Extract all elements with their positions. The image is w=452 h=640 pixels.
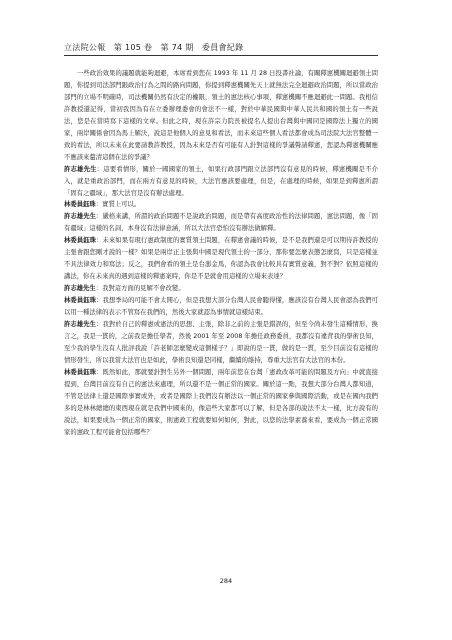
speech-text: 實質上可以。 bbox=[102, 201, 141, 209]
speaker-name: 許志雄先生 bbox=[64, 285, 96, 293]
dialogue-turn: 許志雄先生：我對這方面的見解不會改變。 bbox=[64, 285, 185, 293]
intro-paragraph: 一些政治效果的議題就能夠迴避，本席看到您在 1993 年 11 月 28 日投書社論，有關釋憲機關迴避領土問題，你提到司法部門跟政治行為之間的路向問題，你提到釋憲機關先天上就無法完全迴避政治問題，所以當政治部門的立場不明確時，司法機關仍然有決定的權限，領土的憲法核心事項，釋憲機關不應迴避此一問題。我相信許教授還記得，當初我因為有在立委辦理委會的會法不一樣，對於中華民國與中華人民共和國的領土有一些說法，您是在當時寫下這樣的文章。但此之時，現在許宗力院長被提名人提出台灣與中國同是國際法上獨立的國家，兩岸關係會因為馬上解決，說這是他個人的意見和看法，而未來這些個人看法都會成為司法院大法官整體一致的看法，所以未來在此要請教許教授，因為未來是否有可能有人針對這樣的爭議聲請釋憲，您認為釋憲機關應不應該來釐清這個在法的爭議？ bbox=[64, 70, 378, 161]
speech-text: 嚴格來講，所謂的政治問題不是說政治問題，而是帶有高度政治性的法律問題，憲法問題，像「固有疆域」這樣的名詞，本身沒有法律意涵，所以大法官恐怕沒有辦法做解釋。 bbox=[64, 213, 378, 233]
speaker-name: 林委員鈺珠 bbox=[64, 237, 97, 245]
dialogue-turn: 林委員鈺珠：實質上可以。 bbox=[64, 201, 141, 209]
transcript-body bbox=[64, 68, 378, 439]
speaker-name: 林委員鈺珠 bbox=[64, 297, 97, 305]
speaker-name: 許志雄先生 bbox=[64, 213, 97, 221]
dialogue-turn: 林委員鈺珠：既然如此，那就要針對生另外一個問題，兩年前您在台灣「憲政改革可能的問題及方向」中就直接提到，台灣目前沒有自己的憲法來處理，所以還不是一個正常的國家。關於這一點，我想大部分台灣人都知道，不管是法律上還是國際事實或外，或者是國際上我們沒有辦法以一個正常的國家參與國際活動，或是在國內我們多的是林林總總的東西現在就是我們中國來的，像這些大家都可以了解，但是各部的說法不太一樣，比方說有的說法，如果要成為一個正常的國家，則憲政工程就要如何如何，對此，以您的法學素養來看，要成為一個正常國家的憲政工程可能會包括哪些？ bbox=[64, 368, 378, 436]
dialogue-turn: 許志雄先生：我對於自己的釋憲或憲法的思想、主張，除非之前的主張是錯誤的，但至今尚未發生這種情形，換言之，我是一貫的，之前我是擔任學者，然後 2001 年至 2008 年擔任政務委員，我都沒有違背我的學術良知，至少我的學生沒有人批評我說「許老師怎麼變成這個樣子？」即說的是一貫，做的是一貫，至少目前沒有這樣的情形發生，所以我當大法官也是如此，學術良知還是同樣，繼續的維持，尊重大法官有大法官的本份。 bbox=[64, 321, 378, 364]
page-number: 284 bbox=[219, 577, 233, 585]
speaker-name: 許志雄先生 bbox=[64, 321, 97, 329]
speech-text: 我想季局的可能不會太開心，但是我想大部分台灣人民會聽得懂，應該沒有台灣人民會認為我們可以用一種法律的表示不管寫在我們的，然後大家就認為事情就這樣結束。 bbox=[64, 297, 378, 317]
dialogue-turn: 許志雄先生：嚴格來講，所謂的政治問題不是說政治問題，而是帶有高度政治性的法律問題，憲法問題，像「固有疆域」這樣的名詞，本身沒有法律意涵，所以大法官恐怕沒有辦法做解釋。 bbox=[64, 213, 378, 233]
speaker-name: 林委員鈺珠 bbox=[64, 368, 97, 376]
speech-text: 我對這方面的見解不會改變。 bbox=[102, 285, 185, 293]
dialogue-turn: 林委員鈺珠：我想季局的可能不會太開心，但是我想大部分台灣人民會聽得懂，應該沒有台灣人民會認為我們可以用一種法律的表示不管寫在我們的，然後大家就認為事情就這樣結束。 bbox=[64, 297, 378, 317]
speaker-name: 許志雄先生 bbox=[64, 165, 97, 173]
dialogue-turn: 林委員鈺珠：未來如果有現行憲政制度的實質領土問題，在釋憲會議的時候，是不是我們還是可以期待許教授的主張會跟您剛才說的一樣？如果是兩岸正主張與中國是現代領土的一部分，那你要怎麼表態怎麼寫，只是這樣並不具法律效力和寫法；反之，我們會看的領土是台澎金馬，你認為我會比較具有實質意義，對不對？依照這樣的講法，你在未來真的遇到這樣的釋憲案時，你是不是就會用這樣的立場來表達？ bbox=[64, 237, 378, 281]
gazette-header: 立法院公報 第 105 卷 第 74 期 委員會紀錄 bbox=[64, 43, 244, 52]
dialogue-turn: 許志雄先生：這要看情形，關於一國國家的領土，如果行政部門跟立法部門沒有意見的時候，釋憲機關是不介入，就是重政治部門，而在兩方有意見的時候，大法官應該要處理，但是，在處理的時候，如果是到釋憲所謂「固有之疆域」，那大法官是沒有辦法處理。 bbox=[64, 165, 378, 197]
speaker-name: 林委員鈺珠 bbox=[64, 201, 96, 209]
speech-text: 這要看情形，關於一國國家的領土，如果行政部門跟立法部門沒有意見的時候，釋憲機關是不介入，就是重政治部門，而在兩方有意見的時候，大法官應該要處理，但是，在處理的時候，如果是到釋憲所謂「固有之疆域」，那大法官是沒有辦法處理。 bbox=[64, 165, 378, 197]
header-rule bbox=[64, 55, 378, 56]
speech-text: 既然如此，那就要針對生另外一個問題，兩年前您在台灣「憲政改革可能的問題及方向」中就直接提到，台灣目前沒有自己的憲法來處理，所以還不是一個正常的國家。關於這一點，我想大部分台灣人都知道，不管是法律上還是國際事實或外，或者是國際上我們沒有辦法以一個正常的國家參與國際活動，或是在國內我們多的是林林總總的東西現在就是我們中國來的，像這些大家都可以了解，但是各部的說法不太一樣，比方說有的說法，如果要成為一個正常的國家，則憲政工程就要如何如何，對此，以您的法學素養來看，要成為一個正常國家的憲政工程可能會包括哪些？ bbox=[64, 368, 378, 436]
speech-text: 未來如果有現行憲政制度的實質領土問題，在釋憲會議的時候，是不是我們還是可以期待許教授的主張會跟您剛才說的一樣？如果是兩岸正主張與中國是現代領土的一部分，那你要怎麼表態怎麼寫，只是這樣並不具法律效力和寫法；反之，我們會看的領土是台澎金馬，你認為我會比較具有實質意義，對不對？依照這樣的講法，你在未來真的遇到這樣的釋憲案時，你是不是就會用這樣的立場來表達？ bbox=[64, 237, 378, 281]
speech-text: 我對於自己的釋憲或憲法的思想、主張，除非之前的主張是錯誤的，但至今尚未發生這種情形，換言之，我是一貫的，之前我是擔任學者，然後 2001 年至 2008 年擔任政務委員，我都沒有違背我的學術良知，至少我的學生沒有人批評我說「許老師怎麼變成這個樣子？」即說的是一貫，做的是一貫，至少目前沒有這樣的情形發生，所以我當大法官也是如此，學術良知還是同樣，繼續的維持，尊重大法官有大法官的本份。 bbox=[64, 321, 378, 364]
